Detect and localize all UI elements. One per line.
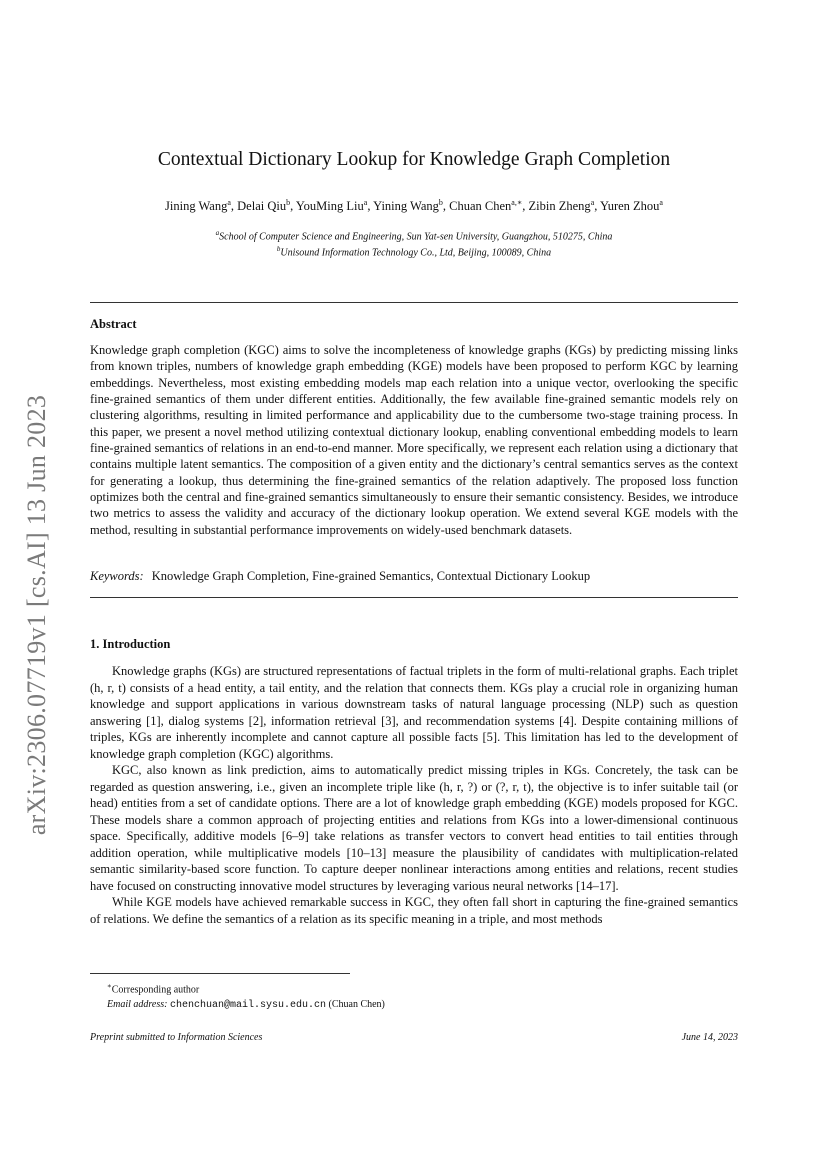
footer-date: June 14, 2023 <box>681 1032 738 1043</box>
abstract-top-rule <box>90 302 738 303</box>
keywords-text: Knowledge Graph Completion, Fine-grained Semantics, Contextual Dictionary Lookup <box>151 569 591 583</box>
author-affiliation-mark: a <box>227 198 231 207</box>
footnote-mark: ∗ <box>107 982 112 990</box>
author: Yuren Zhou <box>600 199 660 214</box>
affiliation-text: Unisound Information Technology Co., Ltd, Beijing, 100089, China <box>280 247 552 259</box>
email-owner: (Chuan Chen) <box>328 998 385 1010</box>
author: Zibin Zheng <box>528 199 591 214</box>
affiliations <box>90 227 738 260</box>
keywords <box>90 569 738 584</box>
author-affiliation-mark: b <box>438 198 443 207</box>
footer-journal: Preprint submitted to Information Sciences <box>90 1032 263 1043</box>
author-affiliation-mark: a <box>363 198 368 207</box>
author-affiliation-mark: a,∗ <box>511 198 523 207</box>
affiliation-mark: a <box>215 229 220 237</box>
paragraph: Knowledge graphs (KGs) are structured representations of factual triplets in the form of multi-relational graphs. Each triplet (h, r, t) consists of a head entity, a tail entity, and the relation that connects them. KGs play a crucial role in organizing human knowledge and support applications in various downstream tasks of natural language processing (NLP) such as question answering [1], dialog systems [2], information retrieval [3], and recommendation systems [4]. Despite containing millions of triples, KGs are inherently incomplete and cannot capture all possible facts [5]. This limitation has led to the development of knowledge graph completion (KGC) algorithms. <box>90 664 738 761</box>
author-affiliation-mark: b <box>286 198 291 207</box>
abstract-heading: Abstract <box>90 317 137 331</box>
author: Jining Wang <box>165 199 228 214</box>
affiliation-mark: b <box>276 245 281 254</box>
affiliation <box>90 243 738 259</box>
author-list: Jining Wang$^a$, Delai Qiu$^b$, YouMing Liu$^a$, Yining Wang$^b$, Chuan Chen$^{a,∗}$, Zibin Zheng$^a$, Yuren Zhou$^a$ <box>165 198 663 214</box>
paragraph: KGC, also known as link prediction, aims to automatically predict missing triples in KGs. Concretely, the task can be regarded as question answering, i.e., given an incomplete triple like (h, r, ?) or (?, r, t), the objective is to infer suitable tail (or head) entities from a set of candidate options. There are a lot of knowledge graph embedding (KGE) models proposed for KGC. These models share a common approach of projecting entities and relations from KGs into a lower-dimensional continuous space. Specifically, additive models [6–9] take relations as transfer vectors to convert head entities to tail entities through addition operation, while multiplicative models [10–13] measure the plausibility of candidates with multiplication-related semantic similarity-based score function. To capture deeper nonlinear interactions among entities and relations, recent studies have focused on constructing innovative model structures by leveraging various neural networks [14–17]. <box>90 763 738 893</box>
section-heading-introduction: 1. Introduction <box>90 637 171 651</box>
introduction-body <box>90 663 738 927</box>
page-footer <box>90 1032 738 1043</box>
author: Chuan Chen <box>449 199 512 214</box>
affiliation-text: School of Computer Science and Engineering, Sun Yat-sen University, Guangzhou, 510275, China <box>219 231 613 243</box>
paragraph: While KGE models have achieved remarkable success in KGC, they often fall short in capturing the fine-grained semantics of relations. We define the semantics of a relation as its specific meaning in a triple, and most methods <box>90 895 738 926</box>
email-address[interactable]: chenchuan@mail.sysu.edu.cn <box>169 999 326 1011</box>
paper-title: Contextual Dictionary Lookup for Knowledge Graph Completion <box>157 149 671 170</box>
arxiv-identifier: arXiv:2306.07719v1 [cs.AI] 13 Jun 2023 <box>22 394 52 836</box>
author-affiliation-mark: a <box>590 198 595 207</box>
footnote-rule <box>90 973 350 974</box>
author-affiliation-mark: a <box>659 198 663 207</box>
abstract-text: Knowledge graph completion (KGC) aims to solve the incompleteness of knowledge graphs (KGs) by predicting missing links from known triples, numbers of knowledge graph embedding (KGE) models have been proposed to perform KGC by learning embeddings. Nevertheless, most existing embedding models map each relation into a unique vector, overlooking the specific fine-grained semantics of them under different entities. Additionally, the few available fine-grained semantic models rely on clustering algorithms, resulting in limited performance and applicability due to the cumbersome two-stage training process. In this paper, we present a novel method utilizing contextual dictionary lookup, enabling conventional embedding models to learn fine-grained semantics of relations in an end-to-end manner. More specifically, we represent each relation using a dictionary that contains multiple latent semantics. The composition of a given entity and the dictionary’s central semantics serves as the context for generating a lookup, thus determining the fine-grained semantics of the relation adaptively. The proposed loss function optimizes both the central and fine-grained semantics simultaneously to ensure their semantic consistency. Besides, we introduce two metrics to assess the validity and accuracy of the dictionary lookup operation. We extend several KGE models with the method, resulting in substantial performance improvements on widely-used benchmark datasets. <box>90 343 738 537</box>
keywords-label: Keywords: <box>90 569 144 583</box>
footnote <box>107 979 385 1013</box>
affiliation <box>90 227 738 243</box>
corresponding-author-note: Corresponding author <box>111 984 200 996</box>
author: Yining Wang <box>373 199 439 214</box>
author: YouMing Liu <box>295 199 364 214</box>
author: Delai Qiu <box>237 199 287 214</box>
arxiv-sidebar <box>14 375 60 855</box>
abstract-bottom-rule <box>90 597 738 598</box>
email-label: Email address: <box>107 998 168 1010</box>
